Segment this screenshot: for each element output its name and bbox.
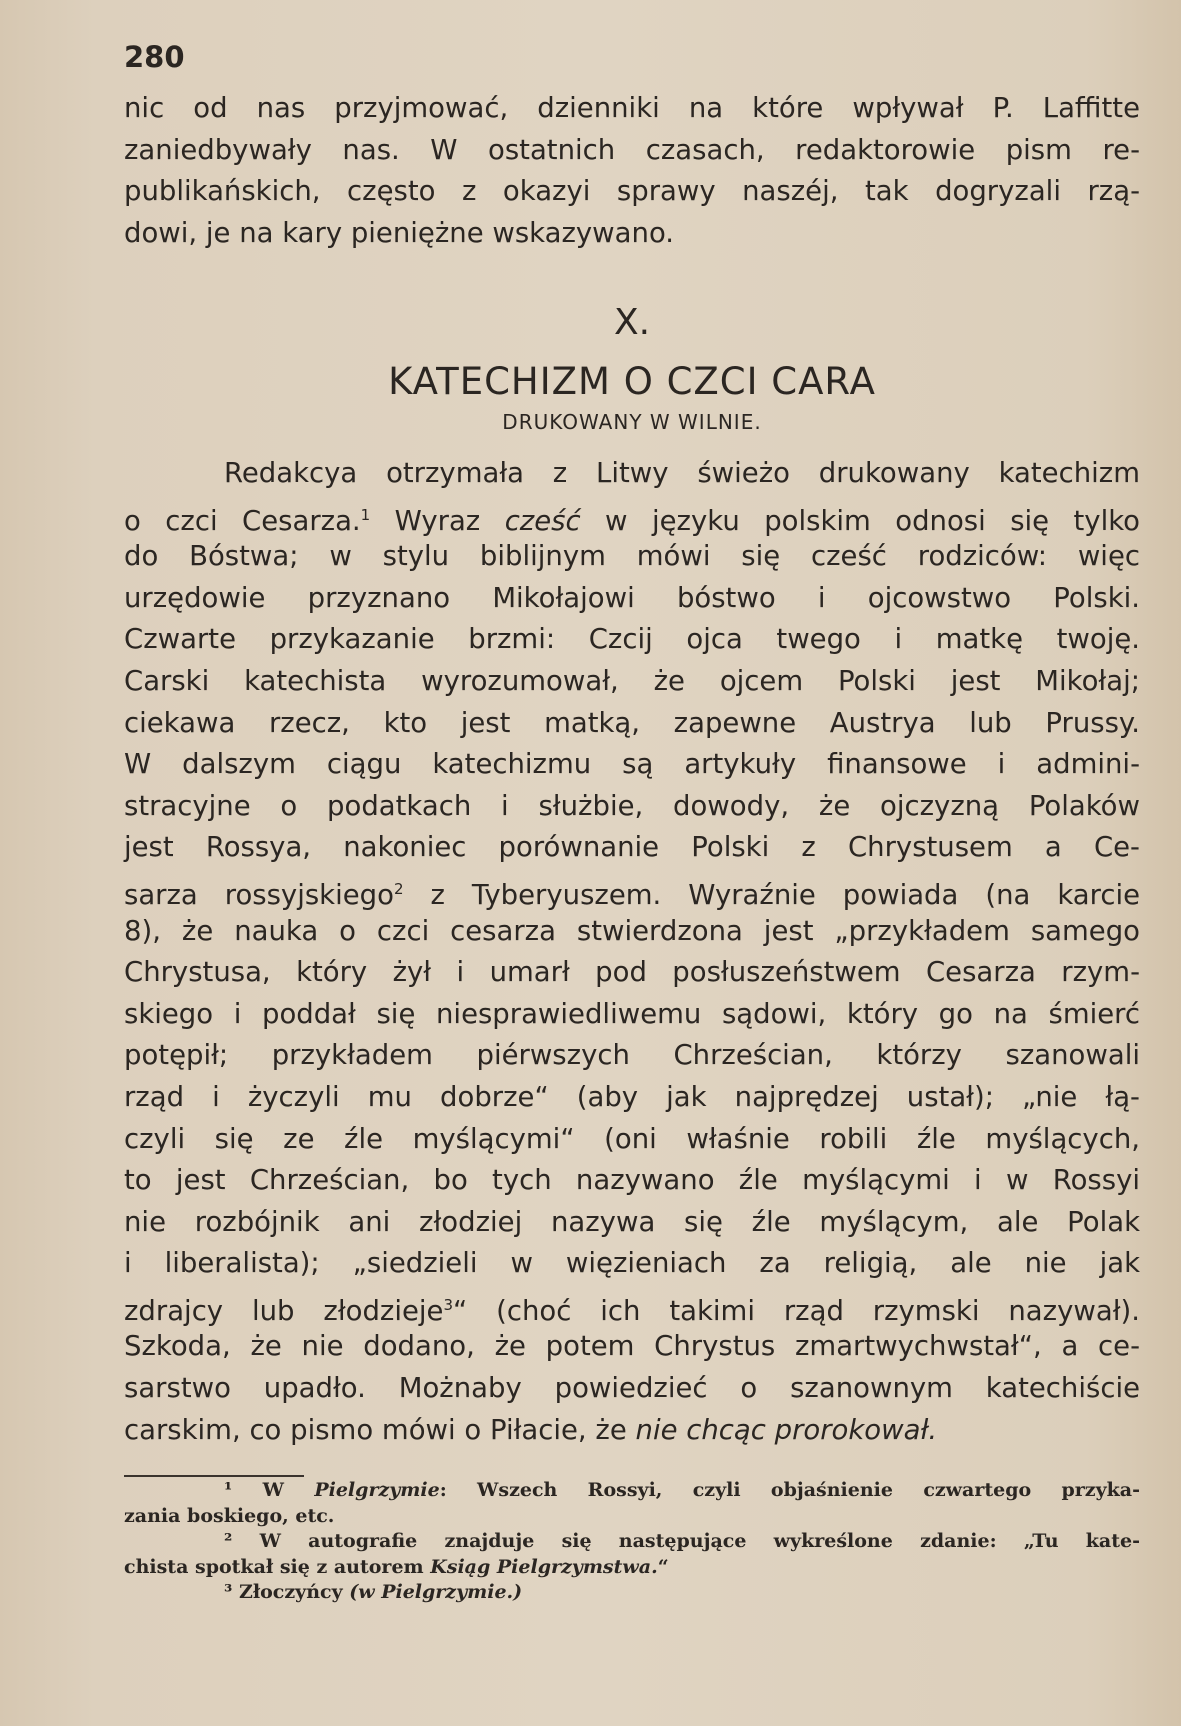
italic-word: cześć [504,504,581,537]
footnote-rule [124,1475,304,1477]
footnote-mark: ² [224,1530,233,1552]
text-line [124,1285,1140,1327]
footnote-1 [124,1478,1140,1504]
text-line: i liberalista); „siedzieli w więzieniach za religią, ale nie jak [124,1247,1140,1280]
text-line: stracyjne o podatkach i służbie, dowody, że ojczyzną Polaków [124,789,1140,822]
footnote-ref: 2 [393,879,404,898]
italic-title: Pielgrzymie [314,1479,440,1501]
text-line: nic od nas przyjmować, dzienniki na które wpływał P. Laffitte [124,92,1140,124]
text-run: Złoczyńcy [232,1581,350,1603]
text-line: rząd i życzyli mu dobrze“ (aby jak najprędzej ustał); „nie łą- [124,1080,1140,1113]
chapter-title: KATECHIZM O CZCI CARA [388,360,876,403]
text-run: Wyraz [370,504,505,537]
text-line: nie rozbójnik ani złodziej nazywa się źle myślącym, ale Polak [124,1205,1140,1238]
text-run: o czci Cesarza. [124,504,361,537]
text-line: Czwarte przykazanie brzmi: Czcij ojca twego i matkę twoję. [124,623,1140,656]
footnote-mark: ¹ [224,1479,233,1501]
main-paragraph [124,453,1140,1451]
text-line: W dalszym ciągu katechizmu są artykuły finansowe i admini- [124,748,1140,781]
chapter-number: X. [613,302,651,343]
text-line: sarstwo upadło. Możnaby powiedzieć o szanownym katechiście [124,1372,1140,1405]
italic-title: (w Pielgrzymie.) [349,1581,523,1603]
text-line: publikańskich, często z okazyi sprawy naszéj, tak dogryzali rzą- [124,175,1140,208]
footnote-2 [124,1529,1140,1555]
text-run: W [232,1479,315,1501]
text-run: : Wszech Rossyi, czyli objaśnienie czwartego przyka- [439,1479,1140,1501]
footnote-ref: 3 [443,1295,454,1314]
text-run: sarza rossyjskiego [124,879,394,912]
text-line [124,495,1140,537]
text-line: Redakcya otrzymała z Litwy świeżo drukowany katechizm [224,457,1140,489]
intro-paragraph [124,88,1140,254]
text-line: Szkoda, że nie dodano, że potem Chrystus zmartwychwstał“, a ce- [124,1330,1140,1363]
footnote-3 [124,1580,1140,1606]
text-line: Carski katechista wyrozumował, że ojcem Polski jest Mikołaj; [124,664,1140,697]
text-line: ciekawa rzecz, kto jest matką, zapewne Austrya lub Prussy. [124,706,1140,739]
text-line: urzędowie przyznano Mikołajowi bóstwo i ojcowstwo Polski. [124,581,1140,614]
text-run: z Tyberyuszem. Wyraźnie powiada (na karcie [403,879,1141,912]
text-line: jest Rossya, nakoniec porównanie Polski z Chrystusem a Ce- [124,831,1140,864]
text-run: W autografie znajduje się następujące wykreślone zdanie: „Tu kate- [232,1530,1140,1552]
footnote-ref: 1 [360,505,371,524]
text-run: “ [657,1555,669,1578]
text-line: to jest Chrześcian, bo tych nazywano źle myślącymi i w Rossyi [124,1164,1140,1197]
text-line: czyli się ze źle myślącymi“ (oni właśnie robili źle myślących, [124,1122,1140,1155]
text-run: carskim, co pismo mówi o Piłacie, że [124,1413,636,1446]
text-line: 8), że nauka o czci cesarza stwierdzona jest „przykładem samego [124,914,1140,947]
footnotes [124,1478,1140,1606]
text-line: zaniedbywały nas. W ostatnich czasach, redaktorowie pism re- [124,133,1140,166]
text-run: zdrajcy lub złodzieje [124,1295,444,1328]
footnote-2-cont [124,1555,1140,1581]
text-line [124,869,1140,911]
italic-title: Ksiąg Pielgrzymstwa. [430,1555,658,1578]
text-run: chista spotkał się z autorem [124,1555,431,1578]
text-line: Chrystusa, który żył i umarł pod posłuszeństwem Cesarza rzym- [124,956,1140,989]
italic-phrase: nie chcąc prorokował. [635,1413,938,1446]
chapter-subtitle: DRUKOWANY W WILNIE. [502,410,762,434]
text-line: skiego i poddał się niesprawiedliwemu sądowi, który go na śmierć [124,997,1140,1030]
text-run: w języku polskim odnosi się tylko [580,504,1140,537]
page-number: 280 [124,40,185,74]
text-line: do Bóstwa; w stylu biblijnym mówi się cześć rodziców: więc [124,540,1140,573]
text-run: “ (choć ich takimi rząd rzymski nazywał). [453,1295,1140,1328]
text-line [124,1410,1140,1452]
footnote-1-cont: zania boskiego, etc. [124,1504,335,1527]
text-line: potępił; przykładem piérwszych Chrześcian, którzy szanowali [124,1039,1140,1072]
text-line: dowi, je na kary pieniężne wskazywano. [124,216,675,249]
footnote-mark: ³ [224,1581,233,1603]
